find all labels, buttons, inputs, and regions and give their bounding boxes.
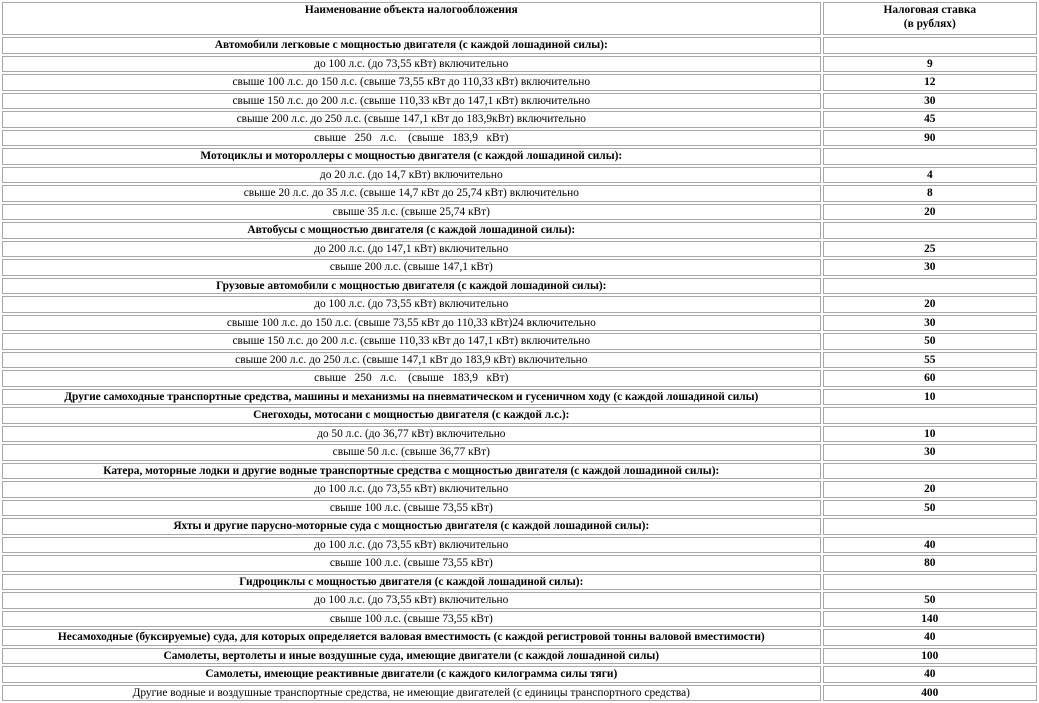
table-row xyxy=(2,111,1037,128)
object-name-cell: свыше 200 л.с. (свыше 147,1 кВт) xyxy=(2,259,821,276)
object-name-cell: до 100 л.с. (до 73,55 кВт) включительно xyxy=(2,56,821,73)
table-row xyxy=(2,56,1037,73)
table-row xyxy=(2,592,1037,609)
table-section-row xyxy=(2,648,1037,665)
table-row xyxy=(2,130,1037,147)
table-row xyxy=(2,555,1037,572)
object-name-cell: до 50 л.с. (до 36,77 кВт) включительно xyxy=(2,426,821,443)
section-title-cell: Несамоходные (буксируемые) суда, для которых определяется валовая вместимость (с каждой регистровой тонны валовой вместимости) xyxy=(2,629,821,646)
header-rate-line1: Налоговая ставка xyxy=(883,4,977,16)
tax-rate-cell: 50 xyxy=(823,592,1037,609)
table-section-row xyxy=(2,629,1037,646)
table-row xyxy=(2,93,1037,110)
table-row xyxy=(2,185,1037,202)
section-title-cell: Гидроциклы с мощностью двигателя (с каждой лошадиной силы): xyxy=(2,574,821,591)
tax-rate-cell: 40 xyxy=(823,537,1037,554)
tax-rate-cell: 10 xyxy=(823,426,1037,443)
table-row xyxy=(2,611,1037,628)
table-body xyxy=(2,37,1037,701)
table-section-row xyxy=(2,389,1037,406)
object-name-cell: свыше 150 л.с. до 200 л.с. (свыше 110,33 кВт до 147,1 кВт) включительно xyxy=(2,93,821,110)
tax-rate-cell: 30 xyxy=(823,259,1037,276)
table-row xyxy=(2,167,1037,184)
tax-rate-cell: 9 xyxy=(823,56,1037,73)
tax-rate-cell: 30 xyxy=(823,444,1037,461)
object-name-cell: свыше 200 л.с. до 250 л.с. (свыше 147,1 кВт до 183,9кВт) включительно xyxy=(2,111,821,128)
object-name-cell: свыше 20 л.с. до 35 л.с. (свыше 14,7 кВт до 25,74 кВт) включительно xyxy=(2,185,821,202)
table-row xyxy=(2,296,1037,313)
section-title-cell: Самолеты, вертолеты и иные воздушные суда, имеющие двигатели (с каждой лошадиной силы) xyxy=(2,648,821,665)
tax-rate-cell xyxy=(823,222,1037,239)
object-name-cell: свыше 50 л.с. (свыше 36,77 кВт) xyxy=(2,444,821,461)
table-section-row xyxy=(2,574,1037,591)
header-object-label: Наименование объекта налогообложения xyxy=(304,4,518,16)
section-title-cell: Катера, моторные лодки и другие водные транспортные средства с мощностью двигателя (с каждой лошадиной силы): xyxy=(2,463,821,480)
table-row xyxy=(2,537,1037,554)
table-row xyxy=(2,241,1037,258)
tax-rate-cell: 25 xyxy=(823,241,1037,258)
object-name-cell: до 100 л.с. (до 73,55 кВт) включительно xyxy=(2,537,821,554)
table-section-row xyxy=(2,37,1037,54)
tax-rate-cell: 60 xyxy=(823,370,1037,387)
tax-rate-cell: 40 xyxy=(823,666,1037,683)
tax-rate-cell: 30 xyxy=(823,315,1037,332)
section-title-cell: Мотоциклы и мотороллеры с мощностью двигателя (с каждой лошадиной силы): xyxy=(2,148,821,165)
object-name-cell: до 100 л.с. (до 73,55 кВт) включительно xyxy=(2,296,821,313)
section-title-cell: Автомобили легковые с мощностью двигателя (с каждой лошадиной силы): xyxy=(2,37,821,54)
section-title-cell: Автобусы с мощностью двигателя (с каждой лошадиной силы): xyxy=(2,222,821,239)
object-name-cell: свыше 250 л.с. (свыше 183,9 кВт) xyxy=(2,130,821,147)
table-row xyxy=(2,74,1037,91)
header-rate-line2: (в рублях) xyxy=(903,18,956,30)
tax-rate-cell: 20 xyxy=(823,296,1037,313)
section-title-cell: Яхты и другие парусно-моторные суда с мощностью двигателя (с каждой лошадиной силы): xyxy=(2,518,821,535)
table-row xyxy=(2,259,1037,276)
table-row xyxy=(2,685,1037,702)
header-object-name xyxy=(2,2,821,35)
tax-rate-cell: 50 xyxy=(823,333,1037,350)
header-tax-rate xyxy=(823,2,1037,35)
table-section-row xyxy=(2,278,1037,295)
table-section-row xyxy=(2,222,1037,239)
object-name-cell: свыше 150 л.с. до 200 л.с. (свыше 110,33 кВт до 147,1 кВт) включительно xyxy=(2,333,821,350)
section-title-cell: Грузовые автомобили с мощностью двигателя (с каждой лошадиной силы): xyxy=(2,278,821,295)
object-name-cell: свыше 100 л.с. до 150 л.с. (свыше 73,55 кВт до 110,33 кВт)24 включительно xyxy=(2,315,821,332)
tax-rate-cell: 140 xyxy=(823,611,1037,628)
section-title-cell: Другие самоходные транспортные средства, машины и механизмы на пневматическом и гусеничном ходу (с каждой лошадиной силы) xyxy=(2,389,821,406)
object-name-cell: свыше 100 л.с. до 150 л.с. (свыше 73,55 кВт до 110,33 кВт) включительно xyxy=(2,74,821,91)
section-title-cell: Самолеты, имеющие реактивные двигатели (с каждого килограмма силы тяги) xyxy=(2,666,821,683)
table-row xyxy=(2,315,1037,332)
table-row xyxy=(2,481,1037,498)
tax-rate-cell: 400 xyxy=(823,685,1037,702)
object-name-cell: свыше 35 л.с. (свыше 25,74 кВт) xyxy=(2,204,821,221)
table-row xyxy=(2,333,1037,350)
tax-rate-cell: 45 xyxy=(823,111,1037,128)
tax-rate-cell: 20 xyxy=(823,204,1037,221)
tax-rate-cell xyxy=(823,518,1037,535)
tax-rate-cell: 55 xyxy=(823,352,1037,369)
tax-rate-cell: 10 xyxy=(823,389,1037,406)
table-row xyxy=(2,352,1037,369)
object-name-cell: до 20 л.с. (до 14,7 кВт) включительно xyxy=(2,167,821,184)
tax-rate-cell: 4 xyxy=(823,167,1037,184)
object-name-cell: свыше 100 л.с. (свыше 73,55 кВт) xyxy=(2,555,821,572)
table-section-row xyxy=(2,148,1037,165)
tax-rate-cell xyxy=(823,574,1037,591)
table-row xyxy=(2,370,1037,387)
table-section-row xyxy=(2,666,1037,683)
tax-rate-cell: 80 xyxy=(823,555,1037,572)
tax-rate-cell: 12 xyxy=(823,74,1037,91)
tax-rate-cell: 50 xyxy=(823,500,1037,517)
tax-rate-cell xyxy=(823,407,1037,424)
tax-rate-cell xyxy=(823,278,1037,295)
object-name-cell: до 100 л.с. (до 73,55 кВт) включительно xyxy=(2,481,821,498)
table-section-row xyxy=(2,407,1037,424)
tax-rate-cell xyxy=(823,148,1037,165)
table-section-row xyxy=(2,463,1037,480)
tax-rate-cell: 90 xyxy=(823,130,1037,147)
tax-rate-cell: 100 xyxy=(823,648,1037,665)
table-section-row xyxy=(2,518,1037,535)
table-row xyxy=(2,426,1037,443)
table-header-row xyxy=(2,2,1037,35)
tax-rate-cell xyxy=(823,37,1037,54)
object-name-cell: Другие водные и воздушные транспортные средства, не имеющие двигателей (с единицы транспортного средства) xyxy=(2,685,821,702)
object-name-cell: до 200 л.с. (до 147,1 кВт) включительно xyxy=(2,241,821,258)
tax-rate-cell: 30 xyxy=(823,93,1037,110)
object-name-cell: свыше 100 л.с. (свыше 73,55 кВт) xyxy=(2,500,821,517)
tax-rate-cell: 8 xyxy=(823,185,1037,202)
object-name-cell: свыше 250 л.с. (свыше 183,9 кВт) xyxy=(2,370,821,387)
tax-rate-cell: 20 xyxy=(823,481,1037,498)
object-name-cell: до 100 л.с. (до 73,55 кВт) включительно xyxy=(2,592,821,609)
tax-rate-cell: 40 xyxy=(823,629,1037,646)
table-row xyxy=(2,444,1037,461)
object-name-cell: свыше 100 л.с. (свыше 73,55 кВт) xyxy=(2,611,821,628)
object-name-cell: свыше 200 л.с. до 250 л.с. (свыше 147,1 кВт до 183,9 кВт) включительно xyxy=(2,352,821,369)
section-title-cell: Снегоходы, мотосани с мощностью двигателя (с каждой л.с.): xyxy=(2,407,821,424)
table-row xyxy=(2,204,1037,221)
tax-rate-cell xyxy=(823,463,1037,480)
table-row xyxy=(2,500,1037,517)
